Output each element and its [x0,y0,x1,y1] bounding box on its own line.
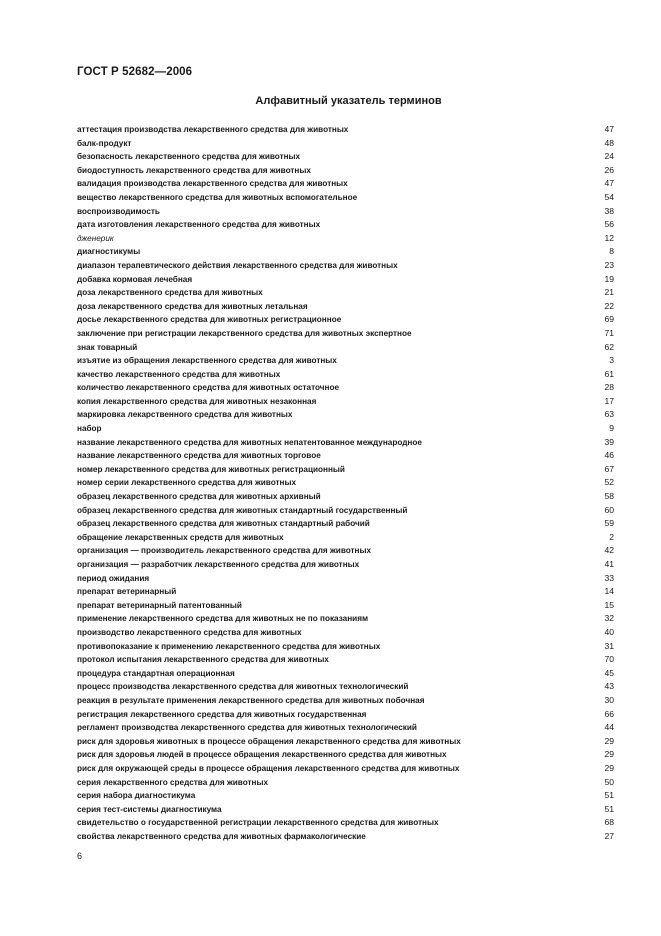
term-page-ref: 24 [604,151,614,162]
term-page-ref: 50 [604,776,614,787]
term-page-ref: 62 [604,341,614,352]
term-text: риск для окружающей среды в процессе обращения лекарственного средства для животных [77,763,460,773]
term-text: серия тест-системы диагностикума [77,804,222,814]
term-text: реакция в результате применения лекарственного средства для животных побочная [77,695,425,705]
term-page-ref: 2 [609,531,614,542]
term-page-ref: 27 [604,830,614,841]
term-text: образец лекарственного средства для животных стандартный государственный [77,505,408,515]
term-row [77,313,614,327]
term-text: копия лекарственного средства для животных незаконная [77,396,317,406]
term-page-ref: 45 [604,667,614,678]
term-page-ref: 32 [604,613,614,624]
term-text: добавка кормовая лечебная [77,274,193,284]
term-row [77,463,614,477]
term-text: протокол испытания лекарственного средства для животных [77,655,329,665]
term-page-ref: 54 [604,191,614,202]
term-text: аттестация производства лекарственного средства для животных [77,125,349,134]
term-row [77,789,614,803]
term-page-ref: 19 [604,273,614,284]
term-page-ref: 12 [604,232,614,243]
term-text: организация — разработчик лекарственного средства для животных [77,560,360,569]
term-page-ref: 63 [604,409,614,420]
term-row [77,449,614,463]
term-text: препарат ветеринарный патентованный [77,600,242,610]
term-row [77,327,614,341]
term-row [77,341,614,355]
term-text: регламент производства лекарственного средства для животных технологический [77,723,417,733]
term-row [77,504,614,518]
term-text: биодоступность лекарственного средства для животных [77,165,311,175]
term-text: диагностикумы [77,247,141,257]
term-text: процесс производства лекарственного средства для животных технологический [77,682,409,692]
term-text: маркировка лекарственного средства для животных [77,410,293,420]
term-row [77,164,614,178]
term-page-ref: 51 [604,790,614,801]
page-number: 6 [77,851,83,861]
term-row [77,286,614,300]
term-text: препарат ветеринарный [77,587,177,597]
term-page-ref: 60 [604,504,614,515]
term-text: номер серии лекарственного средства для животных [77,478,297,488]
term-page-ref: 39 [604,436,614,447]
term-page-ref: 15 [604,599,614,610]
term-text: балк-продукт [77,138,132,148]
term-page-ref: 61 [604,368,614,379]
term-page-ref: 14 [604,586,614,597]
term-row [77,653,614,667]
term-row [77,205,614,219]
term-row [77,517,614,531]
term-text: серия лекарственного средства для животных [77,777,269,787]
term-page-ref: 29 [604,762,614,773]
term-row [77,300,614,314]
term-text: диапазон терапевтического действия лекарственного средства для животных [77,260,398,270]
term-page-ref: 67 [604,463,614,474]
term-row [77,721,614,735]
term-text: доза лекарственного средства для животных летальная [77,301,308,311]
term-page-ref: 48 [604,137,614,148]
term-text: регистрация лекарственного средства для животных государственная [77,709,367,719]
term-page-ref: 8 [609,246,614,257]
term-page-ref: 47 [604,124,614,134]
term-text: изъятие из обращения лекарственного средства для животных [77,356,337,366]
term-page-ref: 29 [604,735,614,746]
term-text: образец лекарственного средства для животных стандартный рабочий [77,519,370,529]
term-page-ref: 71 [604,327,614,338]
term-row [77,558,614,572]
term-index-list [77,123,614,843]
term-text: производство лекарственного средства для животных [77,627,302,637]
term-page-ref: 17 [604,395,614,406]
term-row [77,232,614,246]
term-row [77,137,614,151]
index-title: Алфавитный указатель терминов [255,95,442,107]
term-page-ref: 31 [604,640,614,651]
term-row [77,640,614,654]
term-text: риск для здоровья животных в процессе обращения лекарственного средства для животных [77,736,461,746]
term-text: организация — производитель лекарственного средства для животных [77,546,372,556]
term-text: обращение лекарственных средств для животных [77,532,284,542]
term-text: вещество лекарственного средства для животных вспомогательное [77,192,358,202]
term-text: применение лекарственного средства для животных не по показаниям [77,614,369,624]
term-text: период ожидания [77,573,150,583]
term-page-ref: 26 [604,164,614,175]
term-row [77,585,614,599]
term-text: номер лекарственного средства для животных регистрационный [77,464,345,474]
term-row [77,150,614,164]
term-text: доза лекарственного средства для животных [77,288,263,298]
term-page-ref: 22 [604,300,614,311]
term-page-ref: 38 [604,205,614,216]
term-text: качество лекарственного средства для животных [77,369,281,379]
term-page-ref: 41 [604,559,614,569]
term-page-ref: 66 [604,708,614,719]
term-row [77,694,614,708]
term-text: количество лекарственного средства для животных остаточное [77,383,340,393]
term-text: дженерик [77,233,114,243]
term-row [77,531,614,545]
term-page-ref: 59 [604,518,614,529]
term-row [77,599,614,613]
term-row [77,422,614,436]
term-row [77,803,614,817]
term-row [77,490,614,504]
term-page-ref: 30 [604,694,614,705]
term-row [77,735,614,749]
term-row [77,626,614,640]
term-row [77,273,614,287]
term-page-ref: 3 [609,355,614,366]
term-text: образец лекарственного средства для животных архивный [77,492,321,502]
term-text: процедура стандартная операционная [77,668,235,678]
term-page-ref: 28 [604,382,614,393]
term-row [77,667,614,681]
term-page-ref: 9 [609,423,614,434]
term-text: набор [77,424,102,434]
term-row [77,245,614,259]
term-text: дата изготовления лекарственного средства для животных [77,220,321,230]
term-row [77,680,614,694]
term-page-ref: 40 [604,626,614,637]
term-row [77,544,614,558]
term-page-ref: 29 [604,749,614,760]
term-text: противопоказание к применению лекарственного средства для животных [77,641,381,651]
term-row [77,748,614,762]
term-row [77,572,614,586]
term-row [77,476,614,490]
term-row [77,816,614,830]
term-row [77,259,614,273]
term-page-ref: 52 [604,477,614,488]
document-header: ГОСТ Р 52682—2006 [77,66,193,78]
term-row [77,381,614,395]
term-row [77,218,614,232]
term-text: знак товарный [77,342,138,352]
term-page-ref: 42 [604,545,614,556]
term-row [77,395,614,409]
term-text: воспроизводимость [77,206,160,216]
term-row [77,191,614,205]
term-row [77,177,614,191]
term-row [77,354,614,368]
term-text: досье лекарственного средства для животных регистрационное [77,315,342,325]
term-page-ref: 69 [604,314,614,325]
term-page-ref: 21 [604,287,614,298]
term-row [77,408,614,422]
term-text: валидация производства лекарственного средства для животных [77,179,348,189]
term-row [77,708,614,722]
term-row [77,830,614,844]
term-text: свойства лекарственного средства для животных фармакологические [77,831,366,841]
term-row [77,436,614,450]
term-text: название лекарственного средства для животных непатентованное международное [77,437,422,447]
term-page-ref: 23 [604,259,614,270]
term-page-ref: 70 [604,654,614,665]
term-text: риск для здоровья людей в процессе обращения лекарственного средства для животных [77,750,447,760]
term-page-ref: 68 [604,817,614,828]
term-page-ref: 56 [604,219,614,230]
term-page-ref: 51 [604,803,614,814]
term-text: серия набора диагностикума [77,791,196,801]
term-page-ref: 46 [604,450,614,461]
term-row [77,612,614,626]
term-row [77,762,614,776]
term-row [77,776,614,790]
term-text: свидетельство о государственной регистрации лекарственного средства для животных [77,818,439,828]
term-row [77,368,614,382]
term-text: заключение при регистрации лекарственного средства для животных экспертное [77,328,412,338]
term-page-ref: 47 [604,178,614,189]
term-text: безопасность лекарственного средства для животных [77,152,301,162]
term-text: название лекарственного средства для животных торговое [77,451,321,461]
term-row [77,123,614,137]
term-page-ref: 33 [604,572,614,583]
term-page-ref: 44 [604,722,614,733]
term-page-ref: 58 [604,491,614,502]
term-page-ref: 43 [604,681,614,692]
